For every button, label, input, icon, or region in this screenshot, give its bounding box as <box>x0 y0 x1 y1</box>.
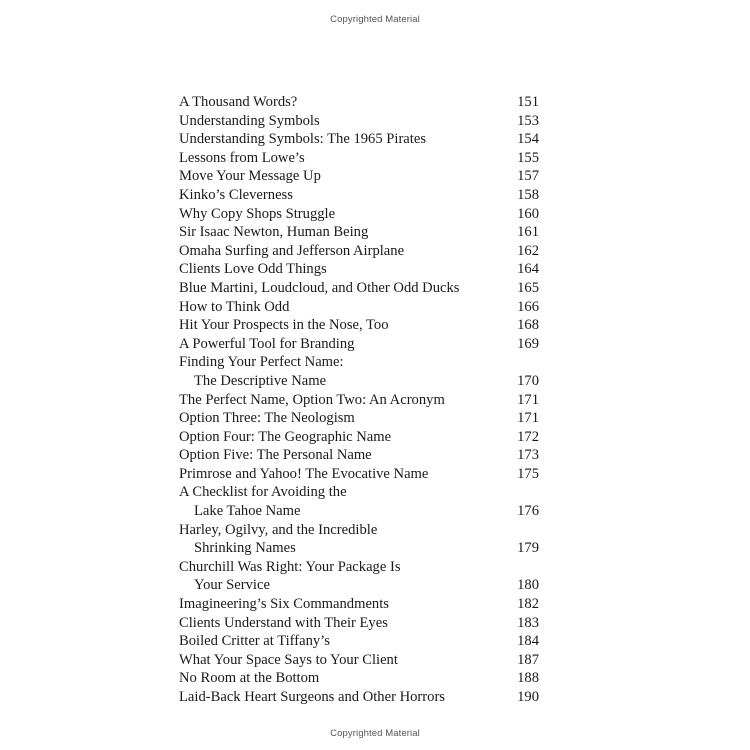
toc-entry-page-number: 166 <box>517 298 539 315</box>
toc-entry <box>179 521 539 558</box>
toc-entry-page-number: 161 <box>517 224 539 241</box>
toc-entry <box>179 428 539 447</box>
toc-entry <box>179 279 539 298</box>
toc-entry-title-line: Harley, Ogilvy, and the Incredible <box>179 521 378 538</box>
toc-entry <box>179 688 539 707</box>
toc-entry-page-number: 173 <box>517 447 539 464</box>
toc-entry <box>179 149 539 168</box>
toc-entry <box>179 316 539 335</box>
toc-entry-title <box>179 632 539 651</box>
copyright-notice-top: Copyrighted Material <box>330 14 420 25</box>
toc-entry-title-line: Laid-Back Heart Surgeons and Other Horrors <box>179 689 445 705</box>
toc-entry-page-number: 171 <box>517 391 539 408</box>
toc-entry-page-number: 187 <box>517 651 539 668</box>
toc-entry <box>179 242 539 261</box>
toc-entry-title-line: Hit Your Prospects in the Nose, Too <box>179 317 389 334</box>
toc-entry-title-line: Option Five: The Personal Name <box>179 447 372 464</box>
toc-entry-title-line: Move Your Message Up <box>179 168 321 185</box>
toc-entry-page-number: 151 <box>517 94 539 110</box>
toc-entry-page-number: 162 <box>517 242 539 259</box>
toc-entry-page-number: 182 <box>517 596 539 613</box>
toc-entry-title <box>179 223 539 242</box>
toc-entry-title-continuation: Your Service <box>194 577 270 594</box>
toc-entry-title-line: Imagineering’s Six Commandments <box>179 596 389 613</box>
toc-entry-page-number: 170 <box>517 372 539 389</box>
toc-entry <box>179 353 539 390</box>
toc-entry-page-number: 179 <box>517 540 539 557</box>
toc-entry-title <box>179 428 539 447</box>
toc-entry-title-line: Option Three: The Neologism <box>179 410 355 427</box>
toc-entry-title <box>179 130 539 149</box>
toc-entry-title-line: Lessons from Lowe’s <box>179 149 305 166</box>
toc-entry-page-number: 171 <box>517 410 539 427</box>
toc-entry-title <box>179 558 539 595</box>
toc-entry <box>179 167 539 186</box>
toc-entry-page-number: 153 <box>517 112 539 129</box>
toc-entry-page-number: 169 <box>517 335 539 352</box>
toc-entry-page-number: 172 <box>517 428 539 445</box>
toc-entry-title-line: Sir Isaac Newton, Human Being <box>179 224 369 241</box>
toc-entry-title <box>179 186 539 205</box>
toc-entry-title-line: Clients Love Odd Things <box>179 261 327 278</box>
toc-entry-page-number: 176 <box>517 503 539 520</box>
toc-entry-title-line: Why Copy Shops Struggle <box>179 205 336 222</box>
toc-entry <box>179 558 539 595</box>
toc-entry <box>179 614 539 633</box>
toc-entry-page-number: 157 <box>517 168 539 185</box>
toc-entry-page-number: 155 <box>517 149 539 166</box>
toc-entry-title <box>179 167 539 186</box>
toc-entry-title-line: A Powerful Tool for Branding <box>179 335 355 352</box>
toc-entry-title-line: Churchill Was Right: Your Package Is <box>179 558 401 575</box>
toc-entry-title <box>179 298 539 317</box>
toc-entry <box>179 260 539 279</box>
toc-entry <box>179 335 539 354</box>
toc-entry-title <box>179 409 539 428</box>
toc-entry-title-line: No Room at the Bottom <box>179 670 320 687</box>
toc-entry-page-number: 158 <box>517 186 539 203</box>
toc-entry <box>179 632 539 651</box>
toc-entry <box>179 130 539 149</box>
toc-entry-title <box>179 595 539 614</box>
toc-entry-title <box>179 651 539 670</box>
toc-entry <box>179 651 539 670</box>
toc-entry-title-line: Kinko’s Cleverness <box>179 186 293 203</box>
toc-entry-title-line: What Your Space Says to Your Client <box>179 651 398 668</box>
toc-entry-page-number: 160 <box>517 205 539 222</box>
table-of-contents <box>179 93 539 707</box>
toc-entry-title <box>179 112 539 131</box>
copyright-notice-bottom: Copyrighted Material <box>330 728 420 739</box>
toc-entry-page-number: 183 <box>517 614 539 631</box>
toc-entry <box>179 483 539 520</box>
toc-entry-title-line: A Thousand Words? <box>179 94 298 110</box>
toc-entry-title <box>179 688 539 707</box>
toc-entry-title <box>179 149 539 168</box>
toc-entry-page-number: 168 <box>517 317 539 334</box>
toc-entry-title-continuation: Lake Tahoe Name <box>194 503 301 520</box>
toc-entry-title <box>179 669 539 688</box>
toc-entry <box>179 669 539 688</box>
toc-entry-title-line: A Checklist for Avoiding the <box>179 484 347 501</box>
toc-entry <box>179 391 539 410</box>
toc-entry-title <box>179 93 539 112</box>
toc-entry-title-line: Option Four: The Geographic Name <box>179 428 392 445</box>
toc-entry-page-number: 154 <box>517 131 539 148</box>
toc-entry-title-line: Finding Your Perfect Name: <box>179 354 344 371</box>
toc-entry <box>179 223 539 242</box>
toc-entry-title <box>179 391 539 410</box>
toc-entry <box>179 93 539 112</box>
toc-entry <box>179 298 539 317</box>
toc-entry <box>179 186 539 205</box>
toc-entry-title-line: Boiled Critter at Tiffany’s <box>179 633 330 650</box>
toc-entry-page-number: 184 <box>517 633 539 650</box>
toc-entry <box>179 465 539 484</box>
toc-entry-title-line: The Perfect Name, Option Two: An Acronym <box>179 391 445 408</box>
toc-entry-title-continuation: Shrinking Names <box>194 540 296 557</box>
toc-entry-title <box>179 279 539 298</box>
toc-entry <box>179 595 539 614</box>
toc-entry-title-line: How to Think Odd <box>179 298 290 315</box>
toc-entry-title-line: Blue Martini, Loudcloud, and Other Odd Ducks <box>179 279 460 296</box>
toc-entry-title <box>179 316 539 335</box>
toc-entry-page-number: 180 <box>517 577 539 594</box>
toc-entry-title-line: Understanding Symbols <box>179 112 320 129</box>
toc-entry-title <box>179 335 539 354</box>
toc-entry-title-continuation: The Descriptive Name <box>194 372 327 389</box>
toc-entry <box>179 446 539 465</box>
toc-entry <box>179 409 539 428</box>
toc-entry-title <box>179 446 539 465</box>
toc-entry <box>179 112 539 131</box>
toc-entry-title <box>179 465 539 484</box>
toc-entry-title-line: Primrose and Yahoo! The Evocative Name <box>179 465 429 482</box>
toc-entry-title <box>179 614 539 633</box>
toc-entry-title <box>179 521 539 558</box>
toc-entry-title <box>179 353 539 390</box>
toc-entry-title <box>179 242 539 261</box>
toc-entry-title-line: Clients Understand with Their Eyes <box>179 614 388 631</box>
toc-entry <box>179 205 539 224</box>
toc-entry-page-number: 175 <box>517 465 539 482</box>
toc-entry-title <box>179 205 539 224</box>
toc-entry-page-number: 165 <box>517 279 539 296</box>
toc-entry-title <box>179 260 539 279</box>
toc-entry-page-number: 188 <box>517 670 539 687</box>
toc-entry-title <box>179 483 539 520</box>
toc-entry-page-number: 190 <box>517 689 539 705</box>
toc-entry-title-line: Understanding Symbols: The 1965 Pirates <box>179 131 426 148</box>
toc-entry-page-number: 164 <box>517 261 539 278</box>
toc-entry-title-line: Omaha Surfing and Jefferson Airplane <box>179 242 405 259</box>
